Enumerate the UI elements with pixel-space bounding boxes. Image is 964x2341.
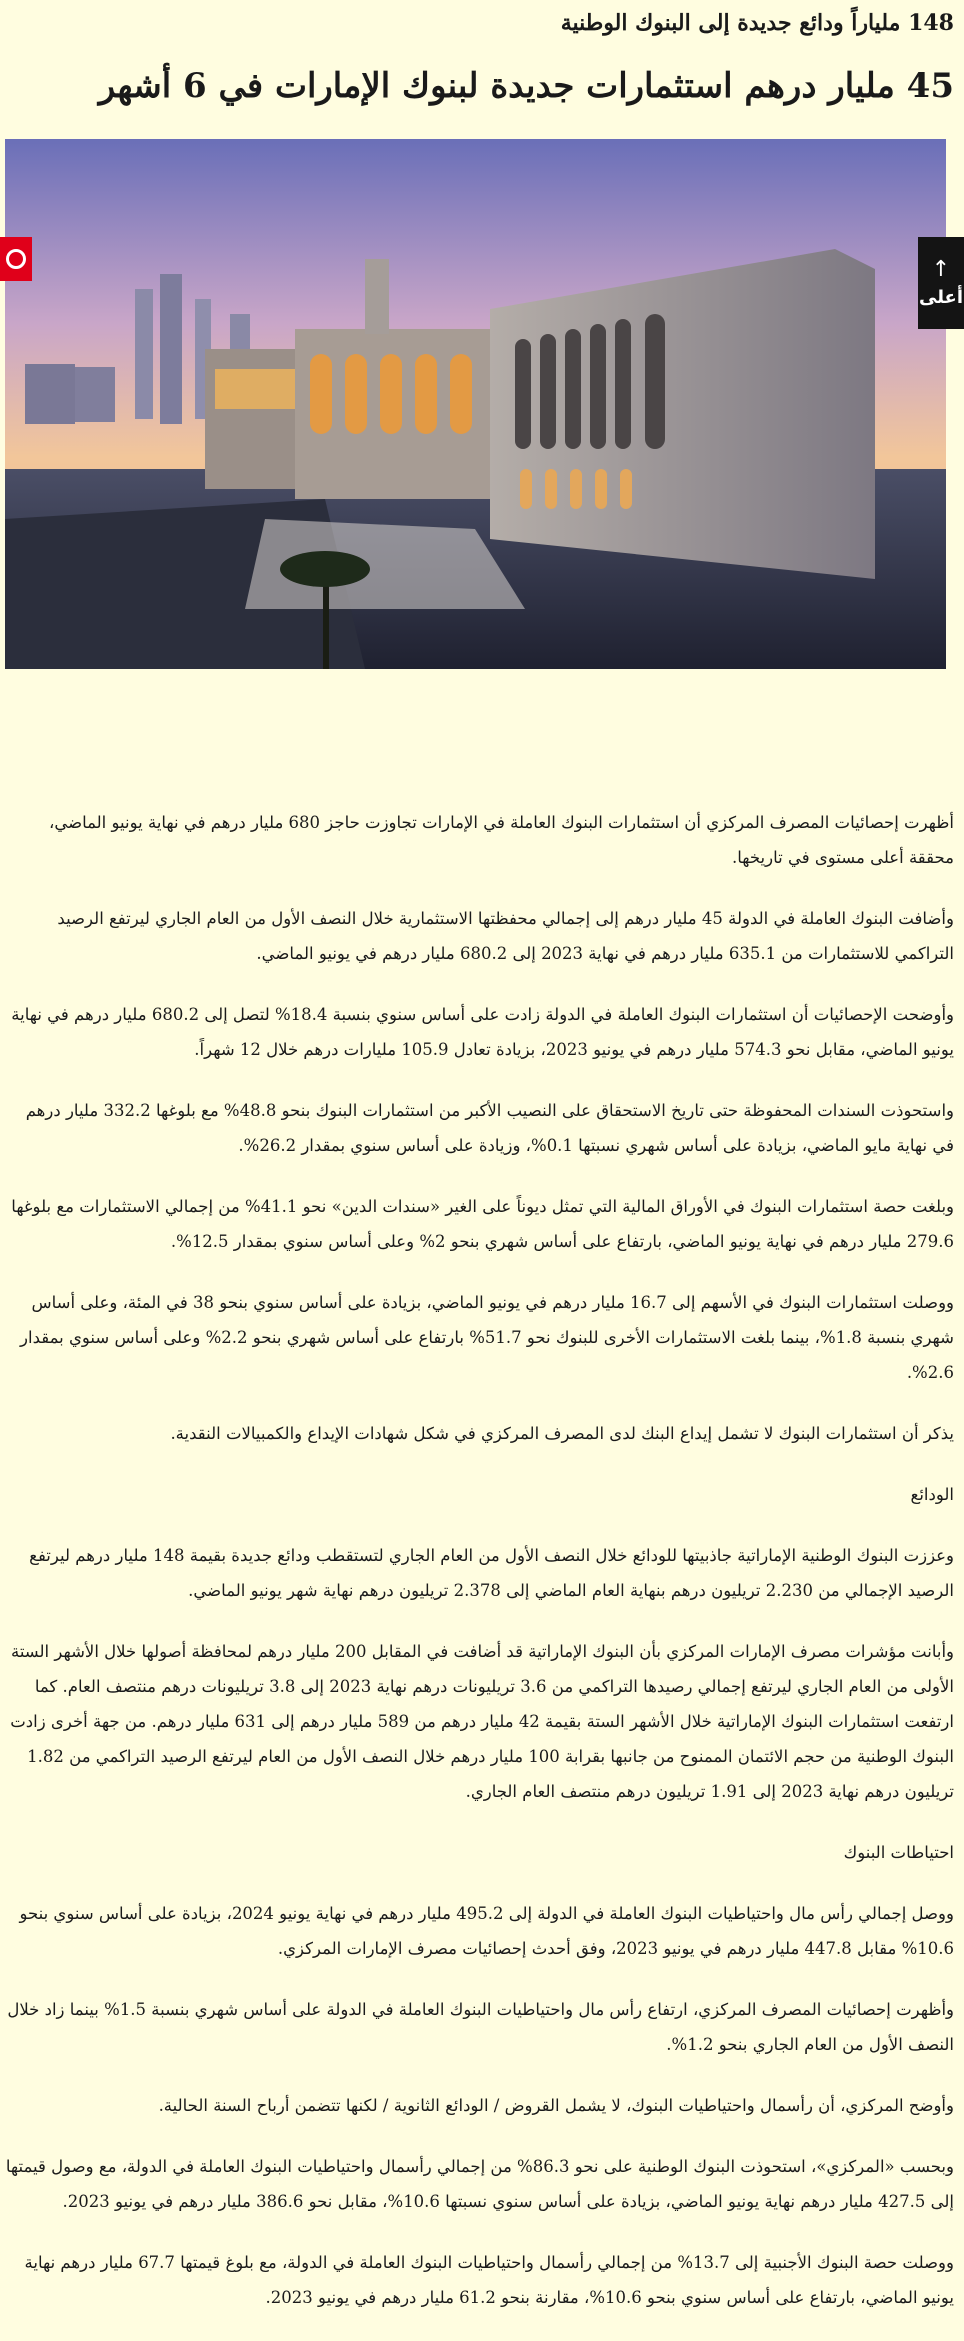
paragraph: وأوضحت الإحصائيات أن استثمارات البنوك العاملة في الدولة زادت على أساس سنوي بنسبة 18.4% لتصل إلى 680.2 مليار درهم في نهاية يونيو الماضي، مقابل نحو 574.3 مليار درهم في يونيو 2023، بزيادة تعادل 105.9 مليارات درهم خلال 12 شهراً. [11,1005,954,1059]
paragraph: يذكر أن استثمارات البنوك لا تشمل إيداع البنك لدى المصرف المركزي في شكل شهادات الإيداع والكمبيالات النقدية. [170,1424,954,1443]
central-bank-building-photo [5,139,946,669]
paragraph: وأضافت البنوك العاملة في الدولة 45 مليار درهم إلى إجمالي محفظتها الاستثمارية خلال النصف الأول من العام الجاري ليرتفع الرصيد التراكمي للاستثمارات من 635.1 مليار درهم في نهاية 2023 إلى 680.2 مليار درهم في يونيو الماضي. [57,909,954,963]
article-kicker: 148 ملياراً ودائع جديدة إلى البنوك الوطنية [560,10,954,36]
back-to-top-button[interactable] [918,237,964,329]
article-headline: 45 مليار درهم استثمارات جديدة لبنوك الإمارات في 6 أشهر [98,66,954,106]
paragraph: وأوضح المركزي، أن رأسمال واحتياطيات البنوك، لا يشمل القروض / الودائع الثانوية / لكنها تتضمن أرباح السنة الحالية. [158,2096,954,2115]
back-to-top-label: أعلى [918,286,964,308]
paragraph: وعززت البنوك الوطنية الإماراتية جاذبيتها للودائع خلال النصف الأول من العام الجاري لتستقطب ودائع جديدة بقيمة 148 مليار درهم ليرتفع الرصيد الإجمالي من 2.230 تريليون درهم بنهاية العام الماضي إلى 2.378 تريليون درهم نهاية شهر يونيو الماضي. [29,1546,954,1600]
paragraph: ووصلت استثمارات البنوك في الأسهم إلى 16.7 مليار درهم في يونيو الماضي، بزيادة على أساس سنوي بنحو 38 في المئة، وعلى أساس شهري بنسبة 1.8%، بينما بلغت الاستثمارات الأخرى للبنوك نحو 51.7% بارتفاع على أساس شهري بنحو 2.2% وعلى أساس سنوي بمقدار 2.6%. [20,1293,954,1382]
section-heading-deposits: الودائع [910,1485,954,1504]
paragraph: أظهرت إحصائيات المصرف المركزي أن استثمارات البنوك العاملة في الإمارات تجاوزت حاجز 680 مليار درهم في نهاية يونيو الماضي، محققة أعلى مستوى في تاريخها. [49,813,954,867]
hero-image [5,139,946,669]
arrow-up-icon: ↑ [931,256,951,282]
paragraph: وبلغت حصة استثمارات البنوك في الأوراق المالية التي تمثل ديوناً على الغير «سندات الدين» نحو 41.1% من إجمالي الاستثمارات مع بلوغها 279.6 مليار درهم في نهاية يونيو الماضي، بارتفاع على أساس شهري بنحو 2% وعلى أساس سنوي بمقدار 12.5%. [11,1197,954,1251]
paragraph: ووصل إجمالي رأس مال واحتياطيات البنوك العاملة في الدولة إلى 495.2 مليار درهم في نهاية يونيو 2024، بزيادة على أساس سنوي بنحو 10.6% مقابل 447.8 مليار درهم في يونيو 2023، وفق أحدث إحصائيات مصرف الإمارات المركزي. [19,1904,954,1958]
article-body [0,805,954,2341]
paragraph: ووصلت حصة البنوك الأجنبية إلى 13.7% من إجمالي رأسمال واحتياطيات البنوك العاملة في الدولة، مع بلوغ قيمتها 67.7 مليار درهم نهاية يونيو الماضي، بارتفاع على أساس سنوي بنحو 10.6%، مقارنة بنحو 61.2 مليار درهم في يونيو 2023. [24,2253,954,2307]
paragraph: وأبانت مؤشرات مصرف الإمارات المركزي بأن البنوك الإماراتية قد أضافت في المقابل 200 مليار درهم لمحافظة أصولها خلال الأشهر الستة الأولى من العام الجاري ليرتفع إجمالي رصيدها التراكمي من 3.6 تريليونات درهم نهاية 2023 إلى 3.8 تريليونات درهم منتصف العام. كما ارتفعت استثمارات البنوك الإماراتية خلال الأشهر الستة بقيمة 42 مليار درهم من 589 مليار درهم إلى 631 مليار درهم. من جهة أخرى زادت البنوك الوطنية من حجم الائتمان الممنوح من جانبها بقرابة 100 مليار درهم خلال النصف الأول من العام ليرتفع الرصيد التراكمي من 1.82 تريليون درهم نهاية 2023 إلى 1.91 تريليون درهم منتصف العام الجاري. [10,1642,954,1801]
section-heading-reserves: احتياطات البنوك [843,1843,954,1862]
paragraph: وأظهرت إحصائيات المصرف المركزي، ارتفاع رأس مال واحتياطيات البنوك العاملة في الدولة على أساس شهري بنسبة 1.5% بينما زاد خلال النصف الأول من العام الجاري بنحو 1.2%. [7,2000,954,2054]
share-float-button[interactable] [0,237,32,281]
circle-icon [6,249,26,269]
paragraph: واستحوذت السندات المحفوظة حتى تاريخ الاستحقاق على النصيب الأكبر من استثمارات البنوك بنحو 48.8% مع بلوغها 332.2 مليار درهم في نهاية مايو الماضي، بزيادة على أساس شهري نسبتها 0.1%، وزيادة على أساس سنوي بمقدار 26.2%. [25,1101,954,1155]
paragraph: وبحسب «المركزي»، استحوذت البنوك الوطنية على نحو 86.3% من إجمالي رأسمال واحتياطيات البنوك العاملة في الدولة، مع وصول قيمتها إلى 427.5 مليار درهم نهاية يونيو الماضي، بزيادة على أساس سنوي نسبتها 10.6%، مقابل نحو 386.6 مليار درهم في يونيو 2023. [5,2157,954,2211]
